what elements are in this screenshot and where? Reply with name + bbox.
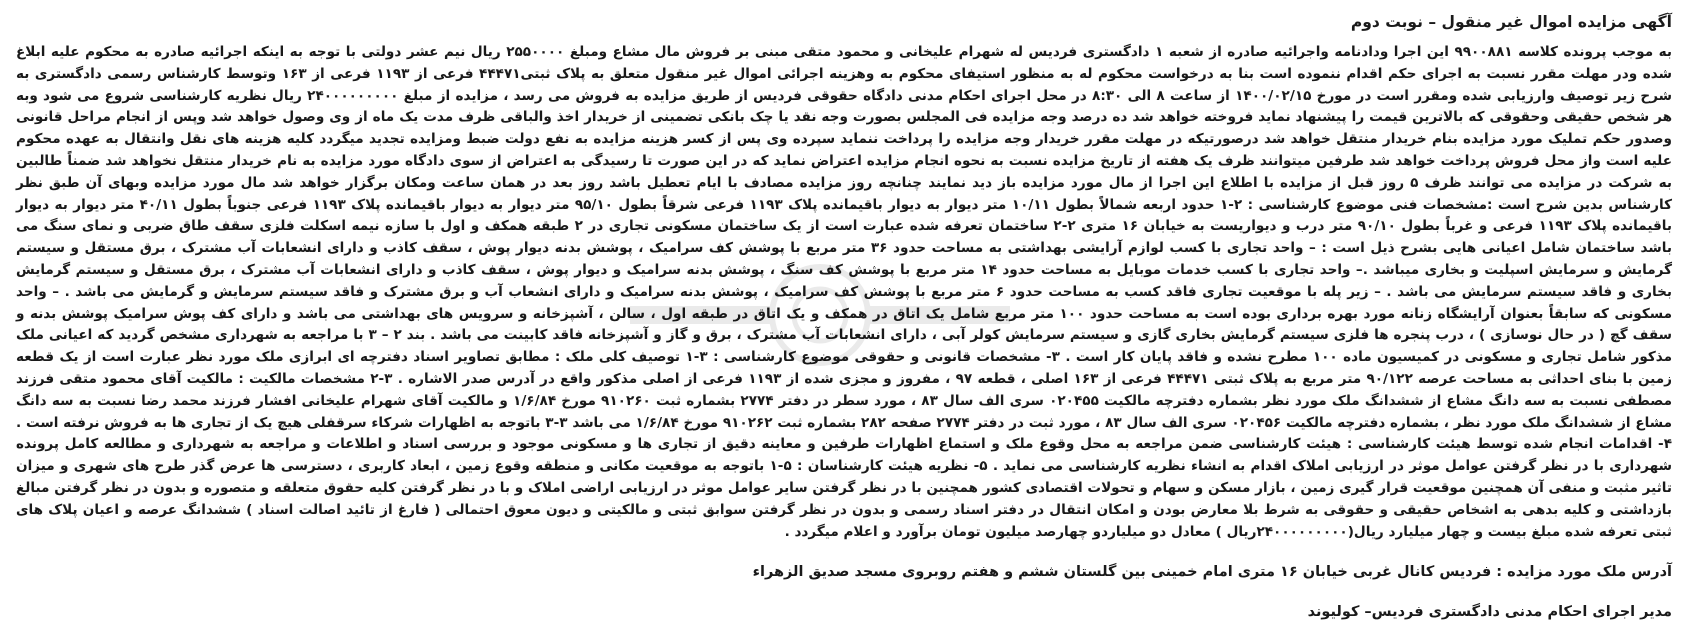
notice-title: آگهی مزایده اموال غیر منقول – نوبت دوم	[1350, 13, 1672, 31]
notice-body-text: به موجب پرونده کلاسه ۹۹۰۰۸۸۱ این اجرا ودادنامه واجرائیه صادره از شعبه ۱ دادگستری فردیس له شهرام علیخانی و محمود متقی مبنی بر فروش مال مشاع ومبلغ ۲۵۵۰۰۰۰ ریال نیم عشر دولتی با توجه به اینکه اجرائیه صادره به محکوم علیه ابلاغ شده ودر مهلت مقرر نسبت به اجرای حکم اقدام ننموده است بنا به درخواست محکوم له به منظور استیفای محکوم به وهزینه اجرائی اموال غیر منقول متعلق به پلاک ثبتی۴۴۴۷۱ فرعی از ۱۱۹۳ فرعی از ۱۶۳ وتوسط کارشناس رسمی دادگستری به شرح زیر توصیف وارزیابی شده ومقرر است در مورخ ۱۴۰۰/۰۲/۱۵ از ساعت ۸ الی ۸:۳۰ در محل اجرای احکام مدنی دادگاه حقوقی فردیس از طریق مزایده به فروش می رسد ، مزایده از مبلغ ۲۴۰۰۰۰۰۰۰۰۰ ریال نظریه کارشناسی شروع می شود وبه هر شخص حقیقی وحقوقی که بالاترین قیمت را پیشنهاد نماید فروخته خواهد شد ده درصد وجه مزایده فی المجلس بصورت وجه نقد یا چک بانکی تضمینی از خریدار اخذ والباقی ظرف مدت یک ماه از وی وصول خواهد شد وپس از انجام مراحل قانونی وصدور حکم تملیک مورد مزایده بنام خریدار منتقل خواهد شد درصورتیکه در مهلت مقرر خریدار وجه مزایده را پرداخت ننماید سپرده وی پس از کسر هزینه مزایده به نفع دولت ضبط ومزایده تجدید میگردد کلیه هزینه های نقل وانتقال به عهده محکوم علیه است واز محل فروش پرداخت خواهد شد طرفین میتوانند ظرف یک هفته از تاریخ مزایده نسبت به نحوه انجام مزایده اعتراض نماید که در این صورت تا رسیدگی به اعتراض از سوی دادگاه مورد مزایده به نام خریدار منتقل نخواهد شد ضمناً طالبین به شرکت در مزایده می توانند ظرف ۵ روز قبل از مزایده با اطلاع این اجرا از مال مورد مزایده باز دید نمایند چنانچه روز مزایده مصادف با ایام تعطیل باشد روز بعد در همان ساعت ومکان برگزار خواهد شد مال مورد مزایده وبهای آن طبق نظر کارشناس بدین شرح است :مشخصات فنی موضوع کارشناسی : ۲-۱ حدود اربعه شمالاً بطول ۱۰/۱۱ متر دیوار به دیوار باقیمانده پلاک ۱۱۹۳ فرعی شرقاً بطول ۹۵/۱۰ متر دیوار به دیوار باقیمانده پلاک ۱۱۹۳ فرعی جنوباً بطول ۴۰/۱۱ متر دیوار به دیوار باقیمانده پلاک ۱۱۹۳ فرعی و غرباً بطول ۹۰/۱۰ متر درب و دیواریست به خیابان ۱۶ متری ۲-۲ ساختمان تعرفه شده عبارت است از یک ساختمان مسکونی تجاری در ۲ طبقه همکف و اول با سازه نیمه اسکلت فلزی سقف طاق ضربی و نمای سنگ می باشد ساختمان شامل اعیانی هایی بشرح ذیل است : – واحد تجاری با کسب لوازم آرایشی بهداشتی به مساحت حدود ۳۶ متر مربع با پوشش کف سرامیک ، پوشش بدنه دیوار پوش ، سقف کاذب و دارای انشعابات آب مشترک ، برق مستقل و سیستم گرمایش و سرمایش اسپلیت و بخاری میباشد .– واحد تجاری با کسب خدمات موبایل به مساحت حدود ۱۴ متر مربع با پوشش کف سنگ ، پوشش بدنه سرامیک و دیوار پوش ، سقف کاذب و دارای انشعابات آب مشترک ، برق مستقل و سیستم گرمایش بخاری و فاقد سیستم سرمایش می باشد . – زیر پله با موقعیت تجاری فاقد کسب به مساحت حدود ۶ متر مربع با پوشش کف سرامیک ، پوشش بدنه سرامیک و دارای انشعاب آب و برق مشترک و فاقد سیستم سرمایش و گرمایش می باشد . – واحد مسکونی که سابقاً بعنوان آرایشگاه زنانه مورد بهره برداری بوده است به مساحت حدود ۱۰۰ متر مربع شامل یک اتاق در همکف و یک اتاق در طبقه اول ، سالن ، آشپزخانه و سرویس های بهداشتی می باشد و دارای کف پوش سرامیک پوشش بدنه و سقف گچ ( در حال نوسازی ) ، درب پنجره ها فلزی سیستم گرمایش بخاری گازی و سیستم سرمایش کولر آبی ، دارای انشعابات آب مشترک ، برق و گاز و آشپزخانه فاقد کابینت می باشد . بند ۲ – ۳ با مراجعه به شهرداری مشخص گردید که اعیانی ملک مذکور شامل تجاری و مسکونی در کمیسیون ماده ۱۰۰ مطرح نشده و فاقد پایان کار است . ۳- مشخصات قانونی و حقوقی موضوع کارشناسی : ۳-۱ توصیف کلی ملک : مطابق تصاویر اسناد دفترچه ای ابرازی ملک مورد نظر عبارت است از یک قطعه زمین با بنای احداثی به مساحت عرصه ۹۰/۱۲۲ متر مربع به پلاک ثبتی ۴۴۴۷۱ فرعی از ۱۶۳ اصلی ، قطعه ۹۷ ، مفروز و مجزی شده از ۱۱۹۳ فرعی از اصلی مذکور واقع در آدرس صدر الاشاره . ۳-۲ مشخصات مالکیت : مالکیت آقای محمود متقی فرزند مصطفی نسبت به سه دانگ مشاع از ششدانگ ملک مورد نظر بشماره دفترچه مالکیت ۰۲۰۴۵۵ سری الف سال ۸۳ ، مورد سطر در دفتر ۲۷۷۴ بشماره ثبت ۹۱۰۲۶۰ مورخ ۱/۶/۸۴ و مالکیت آقای شهرام علیخانی افشار فرزند محمد رضا نسبت به سه دانگ مشاع از ششدانگ ملک مورد نظر ، بشماره دفترچه مالکیت ۰۲۰۴۵۶ سری الف سال ۸۳ ، مورد ثبت در دفتر ۲۷۷۴ صفحه ۲۸۲ بشماره ثبت ۹۱۰۲۶۲ مورخ ۱/۶/۸۴ می باشد ۳-۳ باتوجه به اظهارات شرکاء سرقفلی هیچ یک از تجاری ها به فروش نرفته است . ۴- اقدامات انجام شده توسط هیئت کارشناسی : هیئت کارشناسی ضمن مراجعه به محل وقوع ملک و استماع اظهارات طرفین و معاینه دقیق از تجاری ها و مسکونی موجود و بررسی اسناد و اطلاعات و مراجعه به شهرداری و مطالعه کامل پرونده شهرداری با در نظر گرفتن عوامل موثر در ارزیابی املاک اقدام به انشاء نظریه کارشناسی می نماید . ۵- نظریه هیئت کارشناسان : ۵-۱ باتوجه به موقعیت مکانی و منطقه وقوع زمین ، ابعاد کاربری ، دسترسی ها عرض گذر طرح های شهری و میزان تاثیر مثبت و منفی آن همچنین موقعیت قرار گیری زمین ، بازار مسکن و سهام و تحولات اقتصادی کشور همچنین با در نظر گرفتن سایر عوامل موثر در ارزیابی اراضی املاک و با در نظر گرفتن کلیه حقوق متعلقه و متصوره و بدون در نظر گرفتن مبالغ بازداشتی و کلیه بدهی به اشخاص حقیقی و حقوقی به شرط بلا معارض بودن و امکان انتقال در دفتر اسناد رسمی و بدون در نظر گرفتن سوابق ثبتی و مالکیتی و دیون معوق احتمالی ( فارغ از تائید اصالت اسناد ) ششدانگ عرصه و اعیان پلاک های ثبتی تعرفه شده مبلغ بیست و چهار میلیارد ریال(۲۴۰۰۰۰۰۰۰۰۰ریال ) معادل دو میلیاردو چهارصد میلیون تومان برآورد و اعلام میگردد .	[16, 44, 1673, 540]
property-address: آدرس ملک مورد مزایده : فردیس کانال غربی خیابان ۱۶ متری امام خمینی بین گلستان ششم و هفتم روبروی مسجد صدیق الزهراء	[752, 564, 1672, 581]
issuer-signature-line: مدیر اجرای احکام مدنی دادگستری فردیس– کولیوند	[1307, 604, 1672, 621]
